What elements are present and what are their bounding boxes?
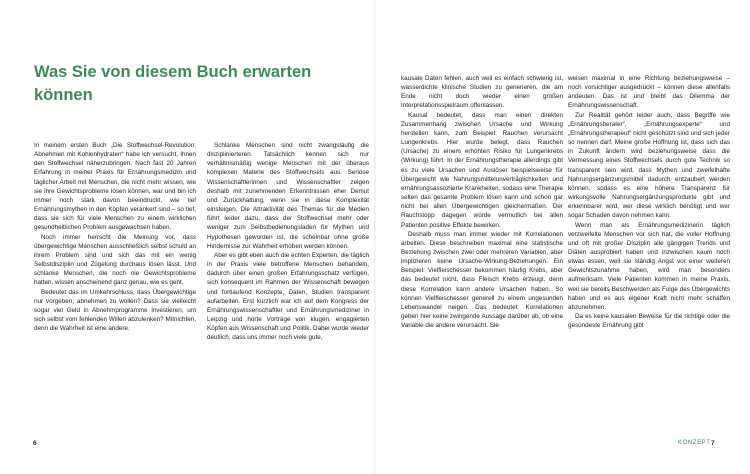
page-number-right: 7 <box>711 440 715 447</box>
paragraph: Noch immer herrscht die Meinung vor, dass übergewichtige Menschen ausschließlich selbst schuld an ihrem Problem sind und sich das mit ein wenig Selbstdisziplin und Zügelung durchaus lösen lässt. Und schlanke Menschen, die noch nie Gewichtsprobleme hatten, wissen anscheinend ganz genau, wie es geht. <box>34 233 196 287</box>
text-column-1 <box>34 141 196 333</box>
paragraph: Schlanke Menschen sind nicht zwangsläufig die disziplinierteren. Tatsächlich kennen sich nur verhältnismäßig wenige Menschen mit der überaus komplexen Materie des Stoffwechsels aus. Seriöse Wissenschaftlerinnen und Wissenschaftler zeigen deshalb mit zunehmenden Erkenntnissen eher Demut und Zurückhaltung, wenn sie in diese Komplexität einsteigen. Die Attraktivität des Themas für die Medien führt leider dazu, dass der Stoffwechsel mehr oder weniger zum Selbstbedienungsladen für Mythen und Hypothesen geworden ist, die scheinbar ohne große Hindernisse zur Wahrheit erhoben werden können. <box>207 142 369 250</box>
paragraph: kausale Daten fehlen, auch weil es einfach schwierig ist, wasserdichte klinische Studien zu generieren, die am Ende nicht doch wieder einen großen Interpretationsspielraum offenlassen. <box>401 75 563 110</box>
paragraph: Aber es gibt eben auch die echten Experten, die täglich in der Praxis viele betroffene Menschen behandeln, dadurch über einen großen Erfahrungsschatz verfügen, sich konsequent im Rahmen der Wissenschaft bewegen und fortlaufend Konzepte, Daten, Studien transparent aufarbeiten. Erst kürzlich war ich auf dem Kongress der Ernährungswissenschaftler und Ernährungsmediziner in Leipzig und hörte Vorträge von klugen, engagierten Köpfen aus Wissenschaft und Politik. Dabei wurde wieder deutlich, dass uns immer noch viele gute, <box>207 251 369 342</box>
paragraph: Da es keine kausalen Beweise für die richtige oder die gesündeste Ernährung gibt <box>568 313 730 330</box>
paragraph: In meinem ersten Buch „Die Stoffwechsel-Revolution: Abnehmen mit Kohlenhydraten“ habe ich versucht, Ihnen den Stoffwechsel näherzubringen. Nach fast 20 Jahren Erfahrung in meiner Praxis für Ernährungsmedizin und täglicher Arbeit mit Menschen, die nicht mehr wissen, wie sie ihre Gewichtsprobleme lösen können, war und bin ich immer noch stark davon beeindruckt, wie tief Ernährungsmythen in den Köpfen verankert sind – so tief, dass sie sich für viele Menschen zu einem wirklichen gesundheitlichen Problem ausgewachsen haben. <box>34 142 196 232</box>
paragraph: Bedeutet das im Umkehrschluss, dass Übergewichtige nur vorgeben, abnehmen zu wollen? Dass sie vielleicht sogar viel Geld in Abnehmprogramme investieren, um sich selbst vom fehlenden Willen abzulenken? Mitnichten, denn die Wahrheit ist eine andere. <box>34 288 196 333</box>
page-gutter <box>374 0 376 474</box>
chapter-title: Was Sie von diesem Buch erwarten können <box>34 63 312 104</box>
paragraph: Deshalb muss man immer wieder mit Korrelationen arbeiten. Diese beschreiben maximal eine statistische Beziehung zwischen zwei oder mehreren Variablen, aber implizieren keine Ursache-Wirkung-Beziehungen. Ein Beispiel: Vielfleischesser bekommen häufig Krebs, aber das bedeutet nicht, dass Fleisch Krebs erzeugt, denn diese Korrelation kann andere Ursachen haben. So können Vielfleischesser generell zu einem ungesunden Lebenswandel neigen. Das bedeutet: Korrelationen geben hier keine zwingende Aussage darüber ab, ob eine Variable die andere verursacht. Sie <box>401 230 563 330</box>
text-column-2 <box>207 141 369 342</box>
paragraph: Kausal bedeutet, dass man einen direkten Zusammenhang zwischen Ursache und Wirkung herstellen kann, zum Beispiel: Rauchen verursacht Lungenkrebs. Hier wurde belegt, dass Rauchen (Ursache) zu einem erhöhten Risiko für Lungenkrebs (Wirkung) führt. In der Ernährungstherapie allerdings gibt es zu viele Ursachen und Auslöser beispielsweise für Übergewicht wie Nahrungsmittelunverträglichkeiten und ernährungsassoziierte Krankheiten, sodass eine Therapie selten das gesamte Problem lösen kann und schon gar nicht bei allen Übergewichtigen gleichermaßen. Der Rauchstopp dagegen würde vermutlich bei allen Patienten positive Effekte bewirken. <box>401 111 563 229</box>
paragraph: Wenn man als Ernährungsmedizinerin täglich verzweifelte Menschen vor sich hat, die voller Hoffnung und oft mit großer Disziplin alle gängigen Trends und Diäten ausprobiert haben und inzwischen kaum noch etwas essen, weil sie ständig Angst vor einer weiteren Gewichtszunahme haben, wird man besonders aufmerksam. Viele Patienten kommen in meine Praxis, weil sie bereits Beschwerden als Folge des Übergewichts haben und es aus eigener Kraft nicht mehr schaffen abzunehmen. <box>568 221 730 311</box>
text-column-3 <box>401 74 563 330</box>
running-head: KONZEPT <box>678 440 711 446</box>
paragraph: weisen maximal in eine Richtung beziehungsweise – noch vorsichtiger ausgedrückt – können diese allenfalls andeuten. Das ist und bleibt das Dilemma der Ernährungswissenschaft. <box>568 75 730 110</box>
page-number-left: 6 <box>33 440 37 447</box>
paragraph: Zur Realität gehört leider auch, dass Begriffe wie „Ernährungsberater“, „Ernährungsexperte“ und „Ernährungstherapeut“ nicht geschützt sind und sich jeder so nennen darf. Meine große Hoffnung ist, dass sich das in Zukunft ändern wird beziehungsweise dass die Vermessung eines Stoffwechsels durch gute Technik so transparent sein wird, dass Mythen und zweifelhafte Nahrungsergänzungsmittel dadurch entzaubert werden können, sodass es eine höhere Transparenz für wirkungsvolle Nahrungsergänzungsprodukte gibt und erkennbarer wird, wer diese wirklich benötigt und wer sogar Schaden davon nehmen kann. <box>568 111 730 220</box>
text-column-4 <box>568 74 730 330</box>
